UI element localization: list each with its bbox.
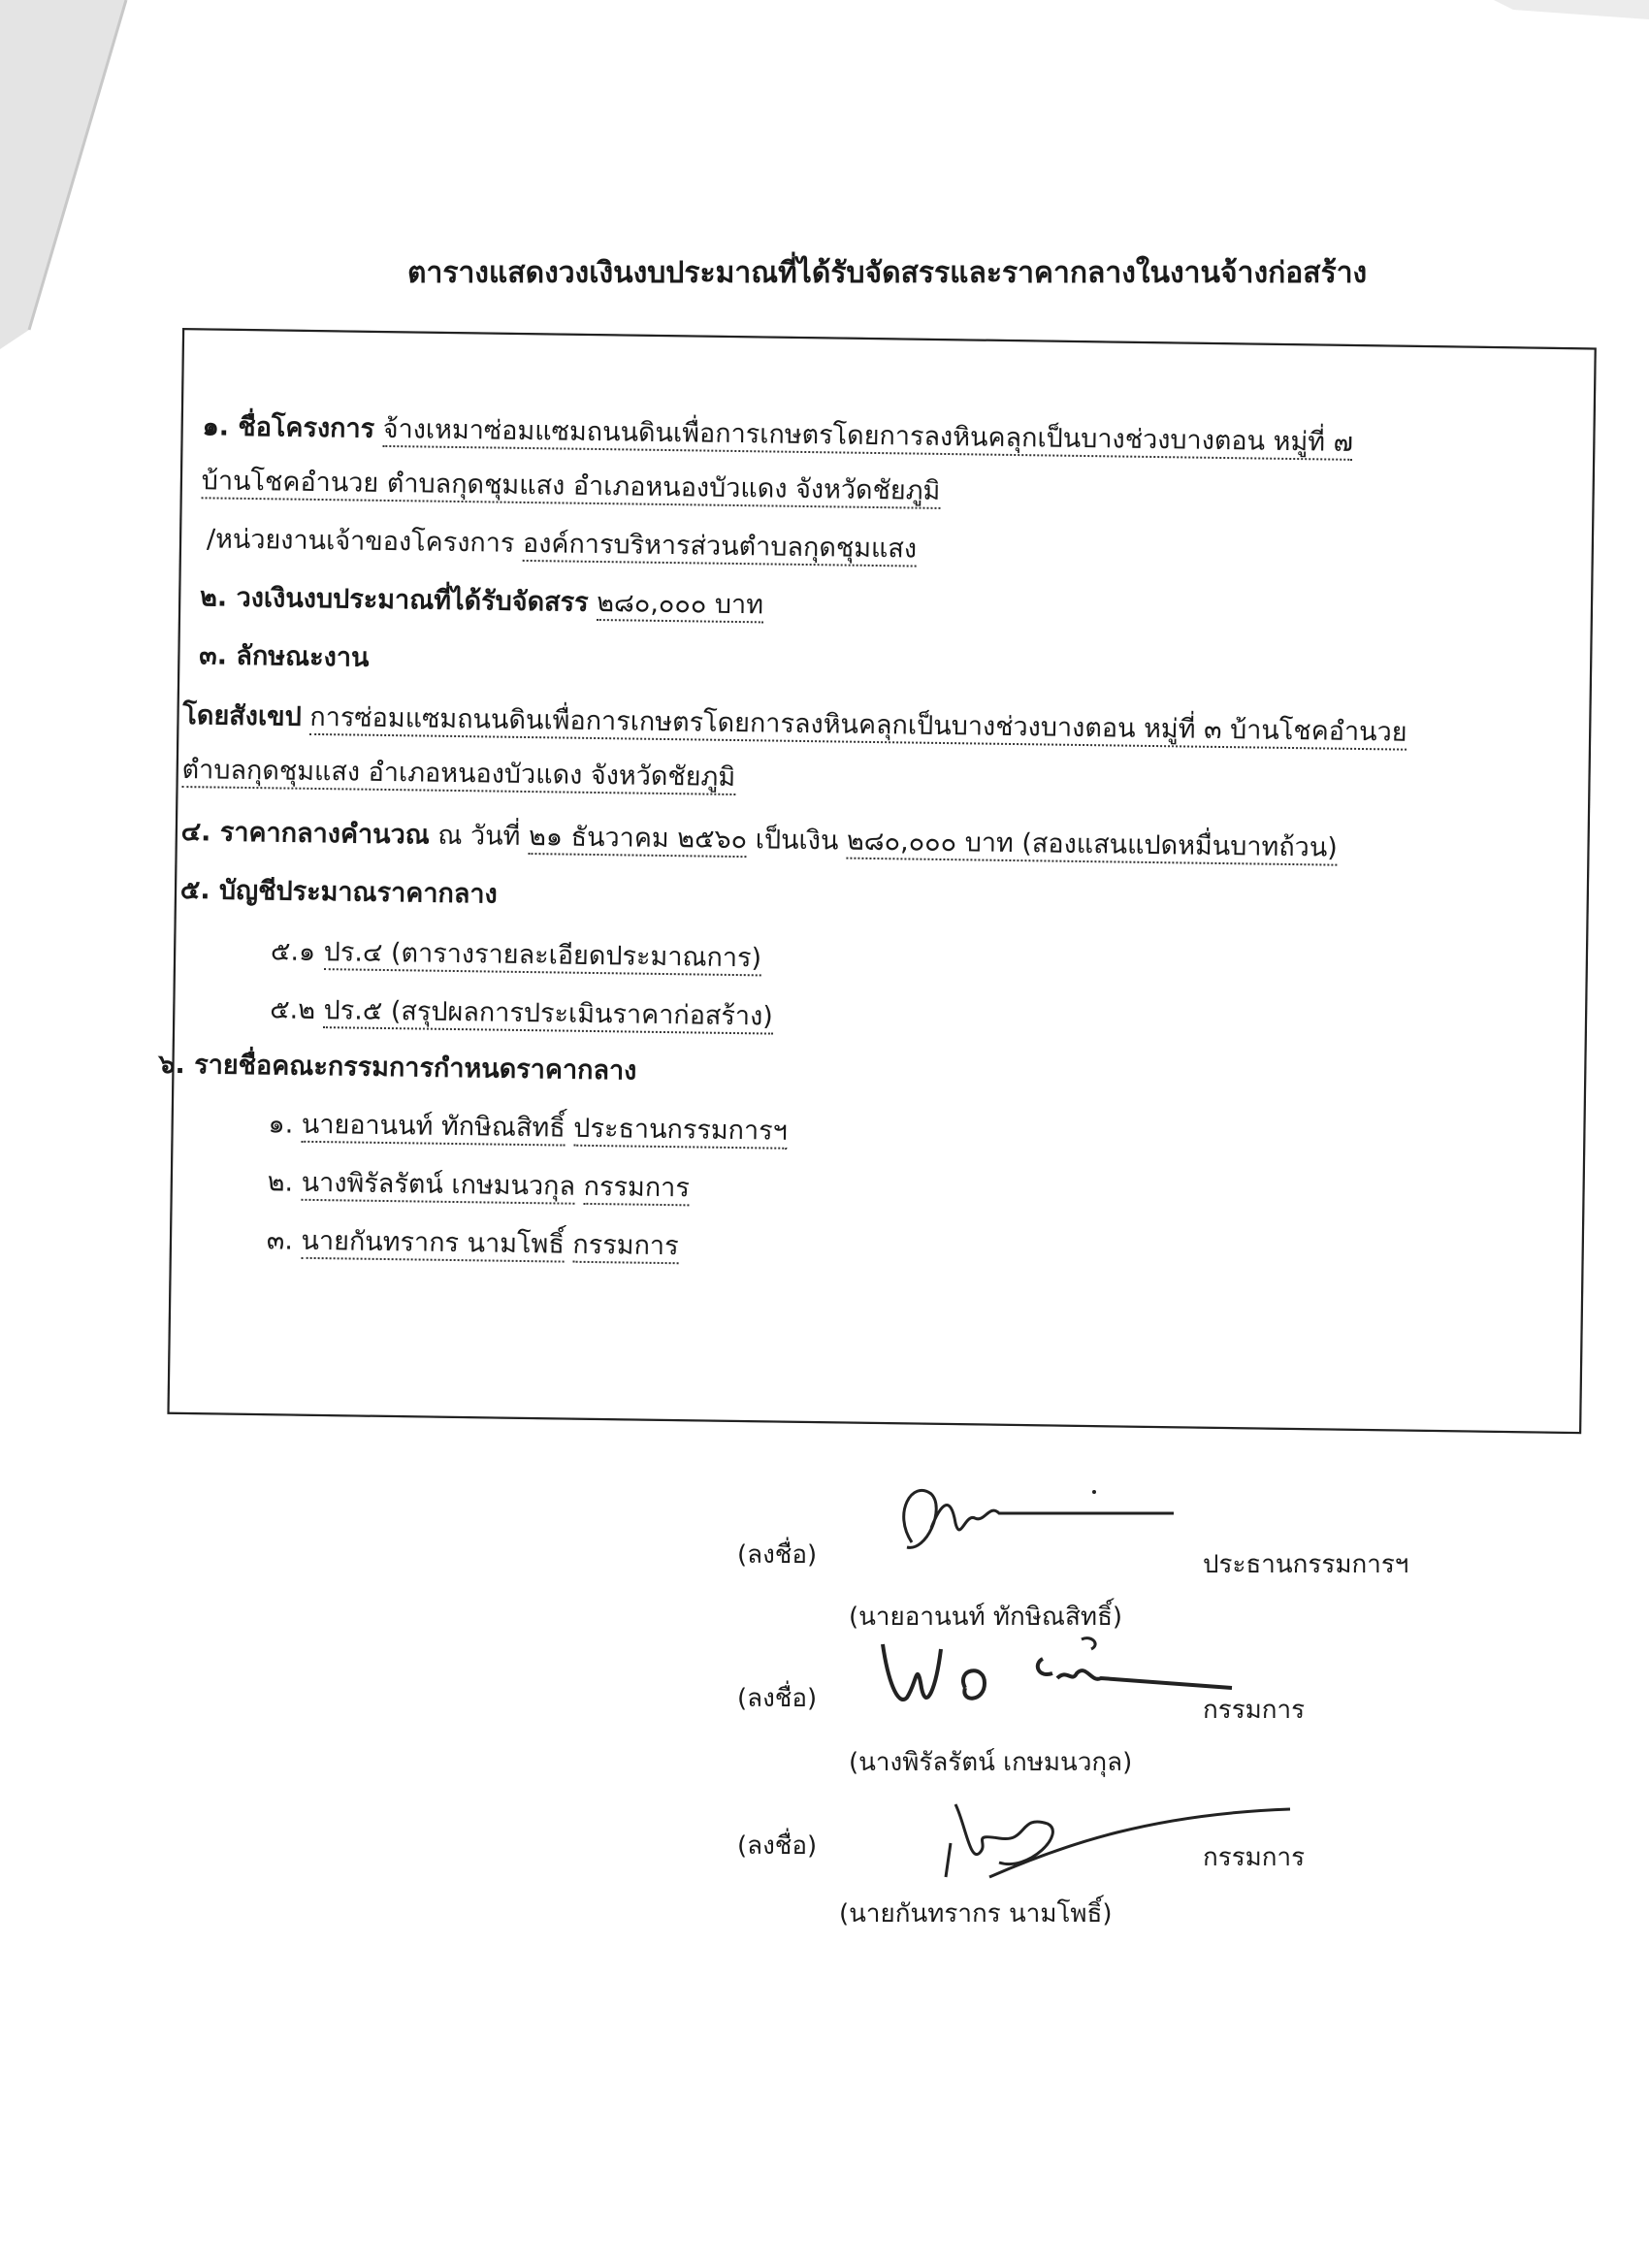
- summary-label: โดยสังเขป: [182, 700, 302, 732]
- section-6-label: ๖. รายชื่อคณะกรรมการกำหนดราคากลาง: [158, 1049, 637, 1086]
- estimate-item-text: ปร.๔ (ตารางรายละเอียดประมาณการ): [324, 937, 762, 976]
- price-date: ๒๑ ธันวาคม ๒๕๖๐: [529, 822, 748, 858]
- sign-label: (ลงชื่อ): [737, 1684, 818, 1713]
- section-5-label: ๕. บัญชีประมาณราคากลาง: [179, 875, 498, 910]
- estimate-item-text: ปร.๕ (สรุปผลการประเมินราคาก่อสร้าง): [323, 995, 773, 1034]
- signature-2-handwriting: [873, 1630, 1242, 1727]
- date-prefix: ณ วันที่: [437, 820, 521, 852]
- member-role: กรรมการ: [572, 1230, 679, 1265]
- section-2-line: [200, 578, 763, 625]
- section-1-label: ๑. ชื่อโครงการ: [202, 411, 375, 444]
- agency-label: /หน่วยงานเจ้าของโครงการ: [206, 524, 515, 559]
- signature-1-handwriting: [873, 1474, 1193, 1581]
- committee-member: [267, 1163, 690, 1208]
- signer-name: (นางพิรัลรัตน์ เกษมนวกุล): [849, 1748, 1133, 1777]
- sign-role: กรรมการ: [1203, 1696, 1306, 1725]
- member-name: นางพิรัลรัตน์ เกษมนวกุล: [301, 1168, 575, 1205]
- estimate-item: [271, 932, 762, 978]
- member-num: ๑.: [268, 1109, 294, 1140]
- project-info-box: [158, 328, 1596, 1434]
- estimate-item: [270, 990, 773, 1036]
- amount-prefix: เป็นเงิน: [755, 825, 839, 857]
- member-num: ๓.: [266, 1225, 294, 1256]
- member-num: ๒.: [267, 1167, 294, 1198]
- member-role: กรรมการ: [583, 1172, 690, 1207]
- agency-name: องค์การบริหารส่วนตำบลกุดชุมแสง: [523, 529, 918, 567]
- committee-member: [268, 1105, 788, 1150]
- sign-role: ประธานกรรมการฯ: [1203, 1550, 1409, 1579]
- project-name-line-2: บ้านโชคอำนวย ตำบลกุดชุมแสง อำเภอหนองบัวแดง จังหวัดชัยภูมิ: [202, 466, 941, 509]
- section-3-label: ๓. ลักษณะงาน: [199, 640, 370, 673]
- median-price-amount: ๒๘๐,๐๐๐ บาท (สองแสนแปดหมื่นบาทถ้วน): [847, 826, 1338, 866]
- member-name: นายกันทรากร นามโพธิ์: [301, 1226, 565, 1263]
- summary-text-1: การซ่อมแซมถนนดินเพื่อการเกษตรโดยการลงหินคลุกเป็นบางช่วงบางตอน หมู่ที่ ๓ บ้านโชคอำนวย: [309, 702, 1407, 751]
- summary-line-2: [181, 751, 735, 797]
- signer-name: (นายกันทรากร นามโพธิ์): [839, 1899, 1113, 1928]
- section-4-label: ๔. ราคากลางคำนวณ: [180, 817, 431, 851]
- member-role: ประธานกรรมการฯ: [573, 1114, 788, 1150]
- sign-label: (ลงชื่อ): [737, 1540, 818, 1570]
- section-2-label: ๒. วงเงินงบประมาณที่ได้รับจัดสรร: [199, 582, 589, 618]
- project-name-line-1: จ้างเหมาซ่อมแซมถนนดินเพื่อการเกษตรโดยการลงหินคลุกเป็นบางช่วงบางตอน หมู่ที่ ๗: [383, 414, 1354, 461]
- member-name: นายอานนท์ ทักษิณสิทธิ์: [302, 1110, 566, 1147]
- estimate-item-num: ๕.๑: [270, 936, 316, 967]
- budget-amount: ๒๘๐,๐๐๐ บาท: [597, 588, 763, 623]
- document-title: ตารางแสดงวงเงินงบประมาณที่ได้รับจัดสรรและราคากลางในงานจ้างก่อสร้าง: [407, 256, 1368, 290]
- estimate-item-num: ๕.๒: [269, 994, 316, 1025]
- committee-member: [267, 1221, 679, 1266]
- signer-name: (นายอานนท์ ทักษิณสิทธิ์): [849, 1603, 1123, 1632]
- summary-text-2: ตำบลกุดชุมแสง อำเภอหนองบัวแดง จังหวัดชัยภูมิ: [181, 755, 735, 795]
- sign-label: (ลงชื่อ): [737, 1831, 818, 1861]
- sign-role: กรรมการ: [1203, 1843, 1306, 1872]
